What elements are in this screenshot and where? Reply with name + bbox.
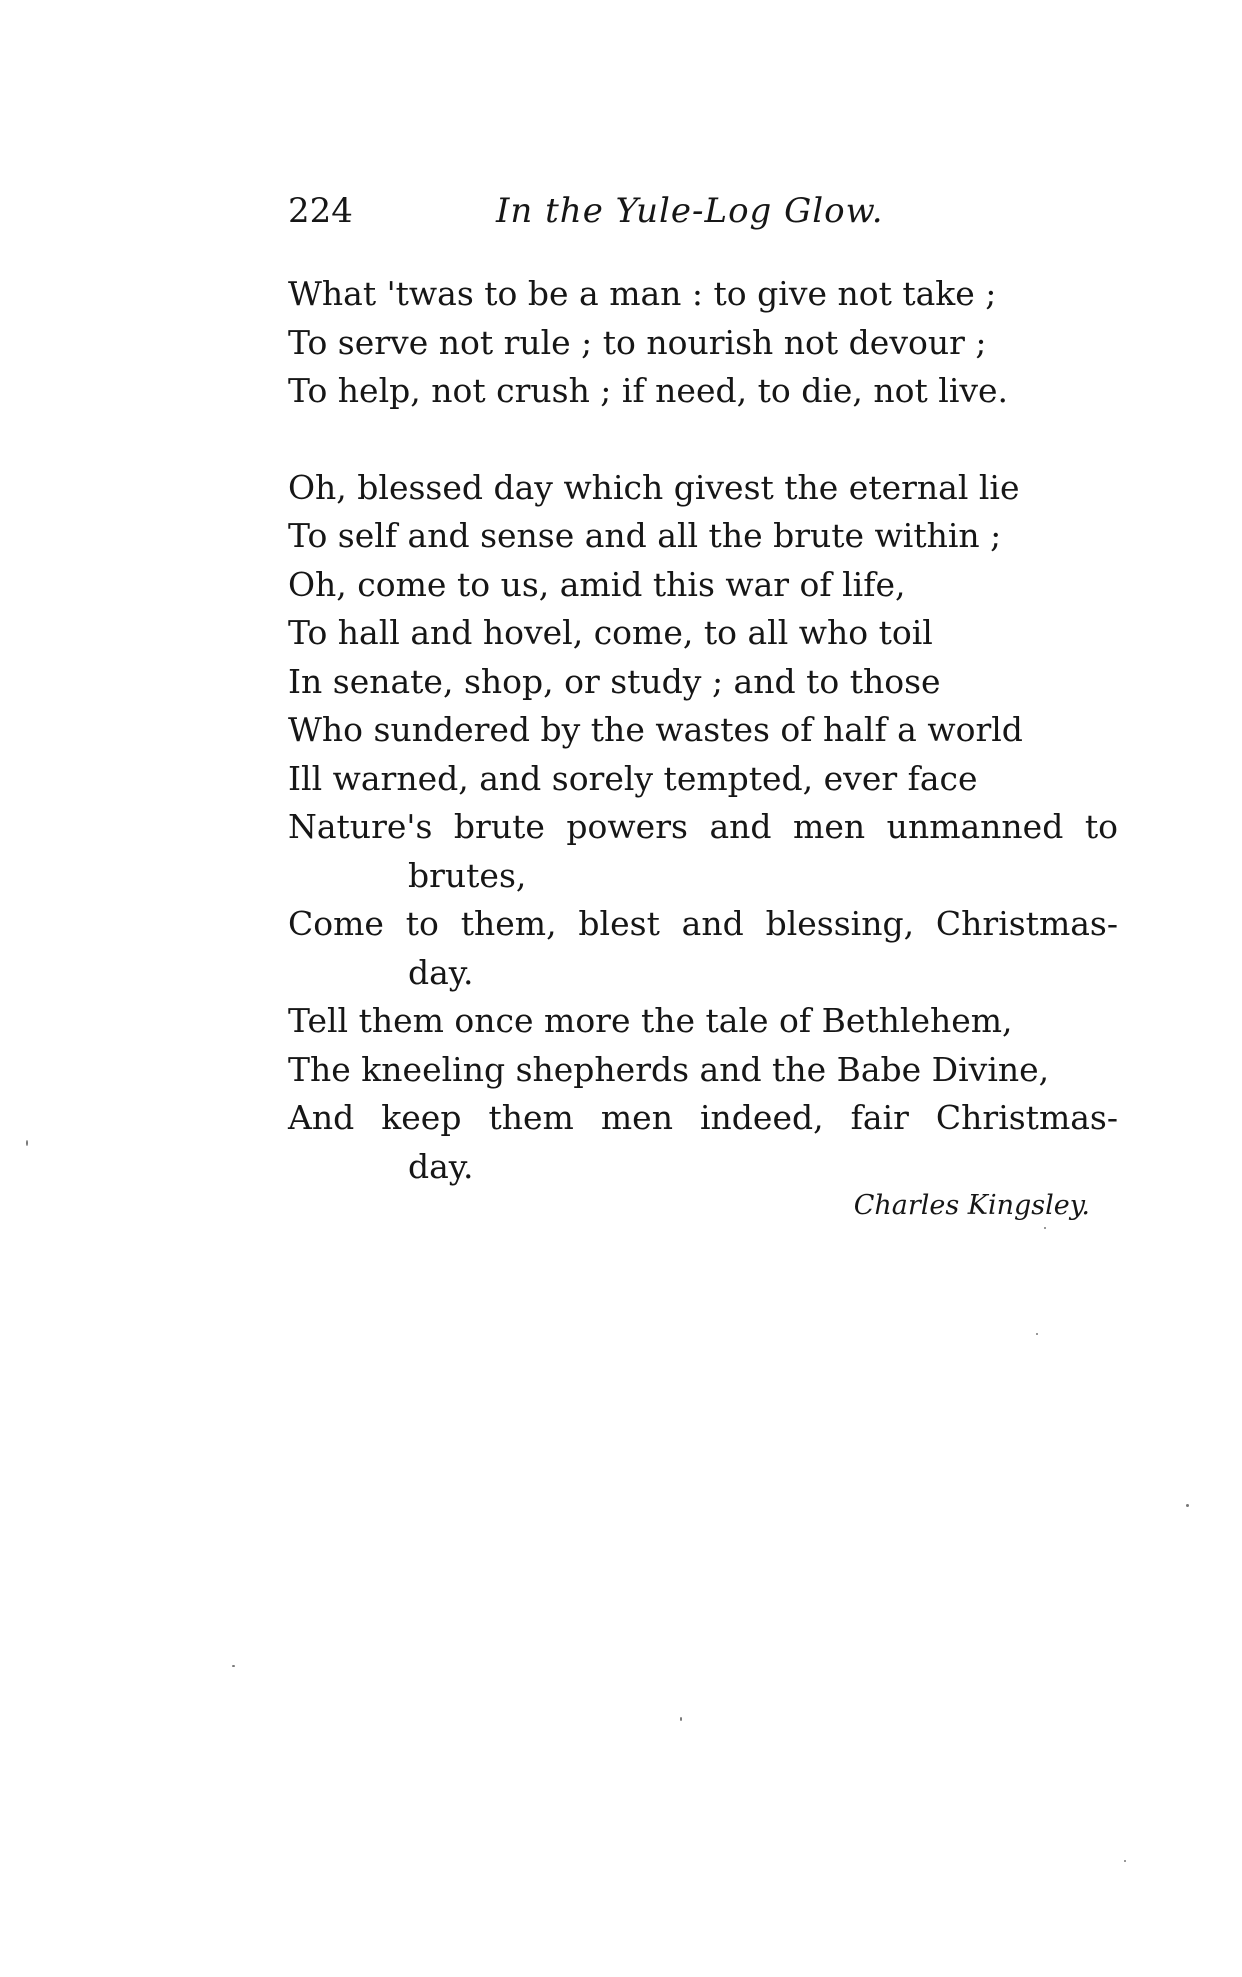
page-number: 224 bbox=[288, 191, 353, 231]
author-attribution: Charles Kingsley. bbox=[853, 1190, 1090, 1221]
poem-line: Ill warned, and sorely tempted, ever face bbox=[288, 758, 978, 798]
paper-speck bbox=[1186, 1504, 1189, 1507]
poem-line-continuation: brutes, bbox=[408, 855, 527, 895]
poem-line: To hall and hovel, come, to all who toil bbox=[288, 613, 933, 652]
paper-speck bbox=[1044, 1227, 1046, 1229]
poem-line: Come to them, blest and blessing, Christmas- bbox=[288, 904, 1118, 943]
poem-text bbox=[288, 270, 1148, 1191]
poem-line: Tell them once more the tale of Bethlehem, bbox=[288, 1001, 1013, 1040]
poem-line: Oh, blessed day which givest the eternal lie bbox=[288, 467, 1020, 507]
paper-speck bbox=[1124, 1860, 1126, 1862]
poem-line: Nature's brute powers and men unmanned to bbox=[288, 807, 1118, 846]
paper-speck bbox=[1036, 1333, 1038, 1335]
poem-line-continuation: day. bbox=[408, 1146, 474, 1186]
poem-line: To serve not rule ; to nourish not devour ; bbox=[288, 322, 987, 362]
poem-line: Who sundered by the wastes of half a world bbox=[288, 710, 1023, 749]
page-header bbox=[288, 186, 988, 236]
poem-line: To help, not crush ; if need, to die, not live. bbox=[288, 371, 1009, 410]
poem-line: What 'twas to be a man : to give not take ; bbox=[288, 274, 997, 313]
paper-speck bbox=[680, 1717, 682, 1721]
running-title: In the Yule-Log Glow. bbox=[496, 191, 884, 231]
poem-line: In senate, shop, or study ; and to those bbox=[288, 661, 941, 701]
poem-line: And keep them men indeed, fair Christmas- bbox=[288, 1098, 1118, 1137]
paper-speck bbox=[26, 1140, 28, 1146]
paper-speck bbox=[232, 1665, 235, 1667]
poem-line: Oh, come to us, amid this war of life, bbox=[288, 564, 906, 604]
poem-line: The kneeling shepherds and the Babe Divine, bbox=[288, 1049, 1050, 1089]
poem-line: To self and sense and all the brute within ; bbox=[288, 516, 1002, 555]
stanza-break bbox=[288, 416, 1148, 464]
poem-line-continuation: day. bbox=[408, 952, 474, 992]
